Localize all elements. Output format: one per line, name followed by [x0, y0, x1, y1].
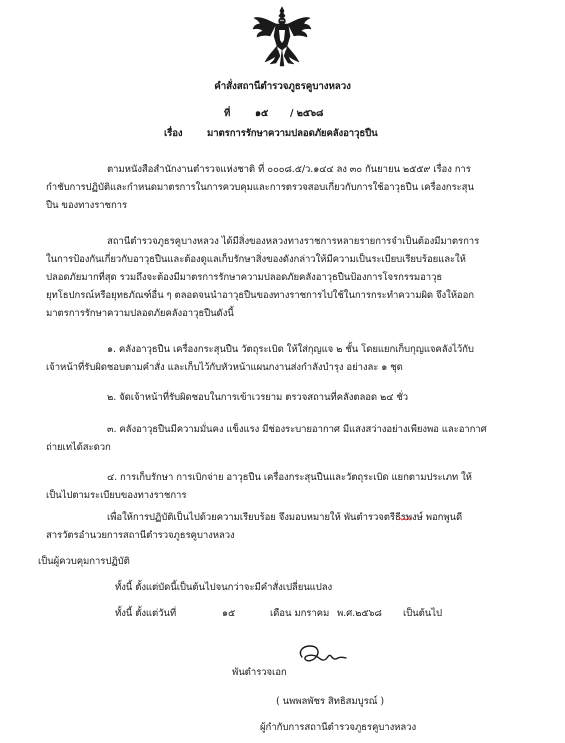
- paragraph-1-line-1: ตามหนังสือสำนักงานตำรวจแห่งชาติ ที่ ๐๐๐๘.๕/ว.๑๔๔ ลง ๓๐ กันยายน ๒๕๕๙ เรื่อง การ: [107, 164, 471, 175]
- subject-text: มาตรการรักษาความปลอดภัยคลังอาวุธปืน: [207, 128, 378, 139]
- item-1-line-2: เจ้าหน้าที่รับผิดชอบตามคำสั่ง และเก็บไว้กับหัวหน้าแผนกงานส่งกำลังบำรุง อย่างละ ๑ ชุด: [46, 362, 403, 373]
- paragraph-2-line-2: ในการป้องกันเกี่ยวกับอาวุธปืนและต้องดูแลเก็บรักษาสิ่งของดังกล่าวให้มีความเป็นระเบียบเรียบร้อยและให้: [46, 254, 466, 265]
- item-3-line-1: ๓. คลังอาวุธปืนมีความมั่นคง แข็งแรง มีช่องระบายอากาศ มีแสงสว่างอย่างเพียงพอ และอากาศ: [107, 424, 487, 435]
- item-1-line-1: ๑. คลังอาวุธปืน เครื่องกระสุนปืน วัตถุระเบิด ให้ใส่กุญแจ ๒ ชั้น โดยแยกเก็บกุญแจคลังไว้กับ: [107, 344, 474, 355]
- order-number-prefix: ที่: [224, 108, 231, 119]
- signer-position: ผู้กำกับการสถานีตำรวจภูธรคูบางหลวง: [260, 722, 417, 733]
- effective-date-prefix: ทั้งนี้ ตั้งแต่วันที่: [115, 608, 177, 619]
- order-number: ๑๕: [255, 108, 269, 119]
- item-3-line-2: ถ่ายเทได้สะดวก: [46, 442, 111, 453]
- order-year: / ๒๕๖๘: [290, 108, 324, 119]
- order-title: คำสั่งสถานีตำรวจภูธรคูบางหลวง: [214, 81, 351, 92]
- paragraph-2-line-5: มาตรการรักษาความปลอดภัยคลังอาวุธปืนดังนี้: [46, 308, 234, 319]
- paragraph-1-line-3: ปืน ของทางราชการ: [46, 200, 127, 211]
- subject-label: เรื่อง: [164, 128, 183, 139]
- effective-date-suffix: เป็นต้นไป: [403, 608, 442, 619]
- assignment-line-1: เพื่อให้การปฏิบัติเป็นไปด้วยความเรียบร้อย จึงมอบหมายให้ พันตำรวจตรีธีรพงษ์ พอกพูนดี: [107, 512, 463, 523]
- paragraph-2-line-3: ปลอดภัยมากที่สุด รวมถึงจะต้องมีมาตรการรักษาความปลอดภัยคลังอาวุธปืนป้องการโจรกรรมอาวุธ: [46, 272, 443, 283]
- item-4-line-2: เป็นไปตามระเบียบของทางราชการ: [46, 490, 187, 501]
- effective-date-year: พ.ศ.๒๕๖๘: [337, 608, 382, 619]
- effective-date-month: เดือน มกราคม: [270, 608, 330, 619]
- item-2-line-1: ๒. จัดเจ้าหน้าที่รับผิดชอบในการเข้าเวรยาม ตรวจสถานที่คลังตลอด ๒๔ ชั่ว: [107, 392, 409, 403]
- paragraph-2-line-4: ยุทโธปกรณ์หรือยุทธภัณฑ์อื่น ๆ ตลอดจนนำอาวุธปืนของทางราชการไปใช้ในการกระทำความผิด จึงให้ออก: [46, 290, 474, 301]
- assignment-line-3: เป็นผู้ควบคุมการปฏิบัติ: [38, 556, 130, 567]
- paragraph-1-line-2: กำชับการปฏิบัติและกำหนดมาตรการในการควบคุมและการตรวจสอบเกี่ยวกับการใช้อาวุธปืน เครื่องกระสุน: [46, 182, 474, 193]
- item-4-line-1: ๔. การเก็บรักษา การเบิกจ่าย อาวุธปืน เครื่องกระสุนปืนและวัตถุระเบิด แยกตามประเภท ให้: [107, 472, 472, 483]
- handwritten-signature: [296, 643, 348, 667]
- assignment-line-2: สารวัตรอำนวยการสถานีตำรวจภูธรคูบางหลวง: [46, 530, 235, 541]
- spellcheck-squiggle: [398, 517, 412, 523]
- effective-statement-1: ทั้งนี้ ตั้งแต่บัดนี้เป็นต้นไปจนกว่าจะมีคำสั่งเปลี่ยนแปลง: [115, 582, 333, 593]
- effective-date-day: ๑๕: [222, 608, 236, 619]
- signer-rank: พันตำรวจเอก: [232, 667, 287, 678]
- paragraph-2-line-1: สถานีตำรวจภูธรคูบางหลวง ได้มีสิ่งของหลวงทางราชการหลายรายการจำเป็นต้องมีมาตรการ: [107, 236, 480, 247]
- garuda-emblem: [252, 6, 312, 68]
- signer-name: ( นพพลพัชร สิทธิสมบูรณ์ ): [276, 696, 385, 707]
